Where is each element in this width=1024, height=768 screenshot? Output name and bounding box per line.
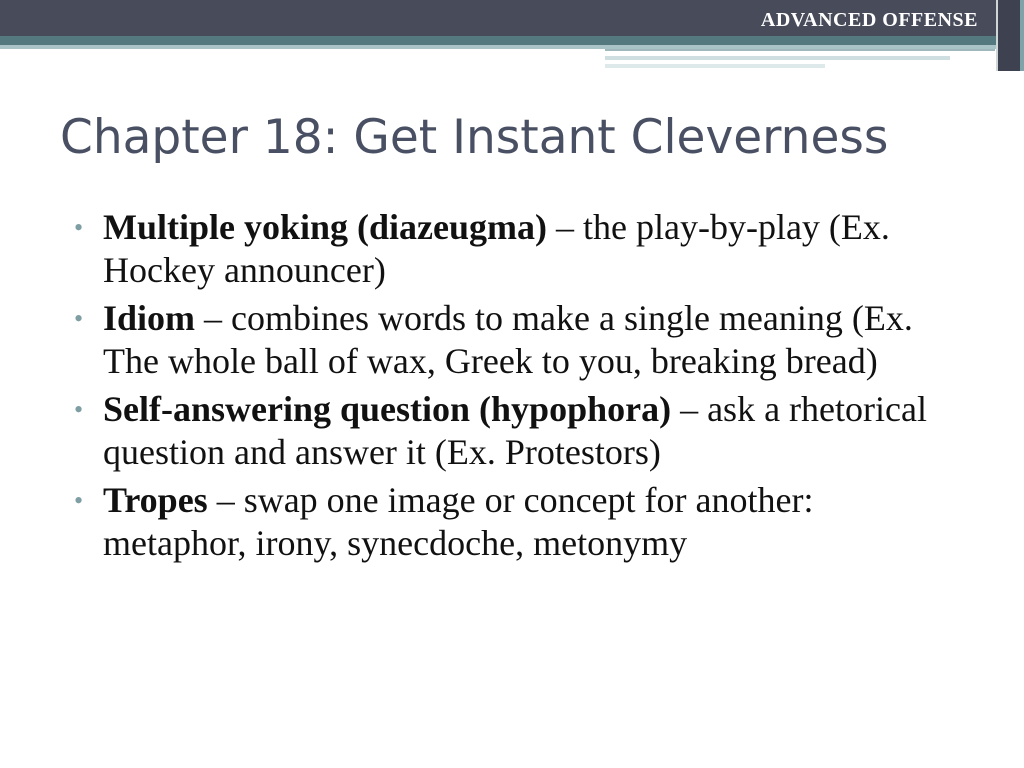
header-fade-bar xyxy=(605,56,950,60)
bullet-term: Idiom xyxy=(103,298,196,338)
bullet-term: Tropes xyxy=(103,480,208,520)
header-fade-bar-secondary xyxy=(605,64,825,68)
slide-title: Chapter 18: Get Instant Cleverness xyxy=(60,110,889,165)
bullet-item-tropes xyxy=(74,479,964,565)
header-corner-accent xyxy=(1020,0,1024,71)
bullet-marker-icon: • xyxy=(74,395,84,424)
bullet-item-idiom xyxy=(74,297,964,383)
bullet-text: – the play-by-play (Ex. Hockey announcer) xyxy=(103,207,890,290)
header-divider-line xyxy=(605,49,995,51)
header-label: ADVANCED OFFENSE xyxy=(760,9,978,31)
header-corner-block xyxy=(996,0,1020,71)
bullet-list xyxy=(74,206,964,570)
bullet-item-hypophora xyxy=(74,388,964,474)
bullet-text: – ask a rhetorical question and answer it (Ex. Protestors) xyxy=(103,389,927,472)
bullet-marker-icon: • xyxy=(74,213,84,242)
bullet-marker-icon: • xyxy=(74,304,84,333)
bullet-item-diazeugma xyxy=(74,206,964,292)
bullet-marker-icon: • xyxy=(74,486,84,515)
header-accent-stripe xyxy=(0,36,1024,45)
bullet-text: – combines words to make a single meaning (Ex. The whole ball of wax, Greek to you, breaking bread) xyxy=(103,298,913,381)
bullet-term: Multiple yoking (diazeugma) xyxy=(103,207,548,247)
bullet-term: Self-answering question (hypophora) xyxy=(103,389,672,429)
bullet-text: – swap one image or concept for another: metaphor, irony, synecdoche, metonymy xyxy=(103,480,814,563)
